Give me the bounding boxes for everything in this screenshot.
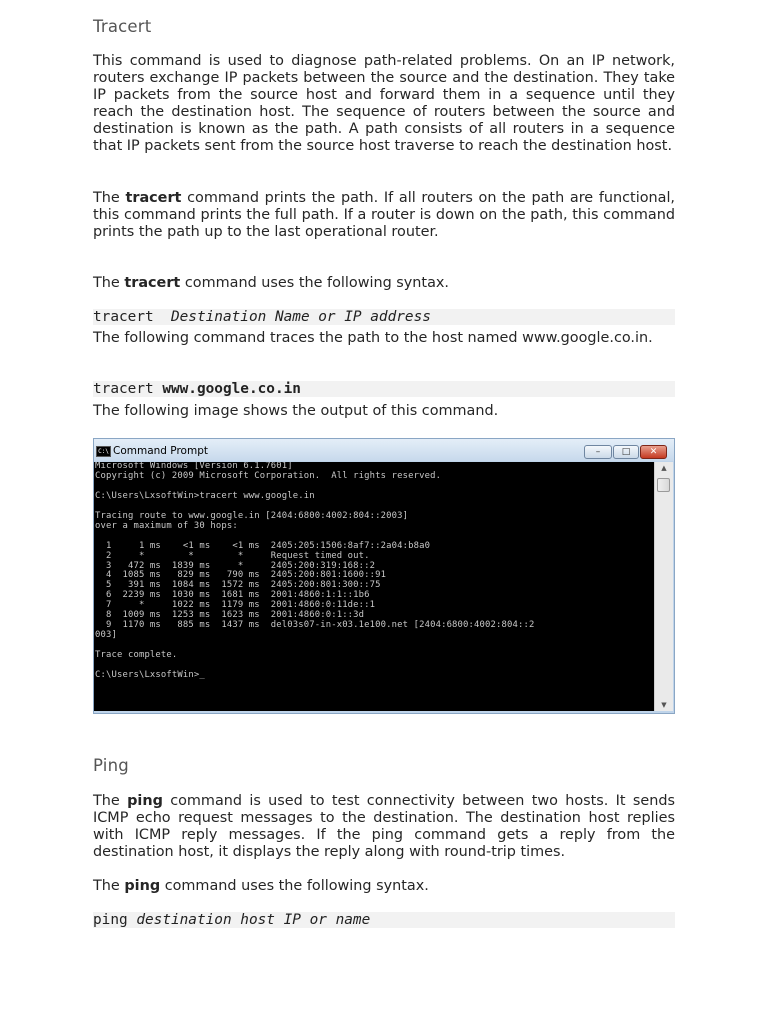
scroll-down-icon[interactable]: ▼	[661, 701, 667, 709]
ping-keyword: ping	[127, 793, 163, 809]
console-output[interactable]	[94, 462, 654, 711]
close-button[interactable]: ✕	[640, 445, 667, 459]
vertical-scrollbar[interactable]	[654, 462, 673, 711]
maximize-button[interactable]: □	[613, 445, 639, 459]
tracert-keyword: tracert	[125, 190, 182, 206]
ping-description-paragraph: The ping command is used to test connectivity between two hosts. It sends ICMP echo request messages to the destination. The destination host replies with ICMP reply messages. If the ping command gets a reply from the destination host, it displays the reply along with round-trip times.	[93, 793, 675, 860]
tracert-example-intro: The following command traces the path to the host named www.google.co.in.	[93, 330, 653, 346]
tracert-syntax-code: tracert Destination Name or IP address	[93, 309, 675, 325]
command-prompt-window	[93, 438, 675, 714]
scroll-up-icon[interactable]: ▲	[661, 464, 667, 472]
console-text: Microsoft Windows [Version 6.1.7601] Copyright (c) 2009 Microsoft Corporation. All rights reserved. C:\Users\LxsoftWin>tracert www.google.in Tracing route to www.google.in [2404:6800:4002:804::2003] over a maximum of 30 hops: 1 1 ms <1 ms <1 ms 2405:205:1506:8af7::2a04:b8a0 2 * * * Request timed out. 3 472 ms 1839 ms * 2405:200:319:168::2 4 1085 ms 829 ms 790 ms 2405:200:801:1600::91 5 391 ms 1084 ms 1572 ms 2405:200:801:300::75 6 2239 ms 1030 ms 1681 ms 2001:4860:1:1::1b6 7 * 1022 ms 1179 ms 2001:4860:0:11de::1 8 1009 ms 1253 ms 1623 ms 2001:4860:0:1::3d 9 1170 ms 885 ms 1437 ms del03s07-in-x03.1e100.net [2404:6800:4002:804::2 003] Trace complete. C:\Users\LxsoftWin>_	[95, 462, 535, 681]
ping-syntax-code: ping destination host IP or name	[93, 912, 675, 928]
syntax-argument: Destination Name or IP address	[170, 309, 431, 325]
tracert-description-paragraph: The tracert command prints the path. If all routers on the path are functional, this command prints the full path. If a router is down on the path, this command prints the path up to the last operational router.	[93, 190, 676, 240]
ping-keyword: ping	[124, 878, 161, 894]
cmd-icon: C:\	[96, 446, 111, 457]
ping-heading: Ping	[93, 756, 129, 775]
tracert-syntax-intro: The tracert command uses the following syntax.	[93, 275, 449, 291]
tracert-heading: Tracert	[93, 17, 152, 36]
tracert-keyword: tracert	[124, 275, 181, 291]
window-title: Command Prompt	[113, 445, 208, 457]
example-host: www.google.co.in	[162, 381, 301, 397]
ping-syntax-intro: The ping command uses the following syntax.	[93, 878, 429, 894]
tracert-output-intro: The following image shows the output of this command.	[93, 403, 499, 419]
syntax-argument: destination host IP or name	[136, 912, 371, 928]
scroll-thumb[interactable]	[657, 478, 670, 492]
minimize-button[interactable]: –	[584, 445, 612, 459]
tracert-intro-paragraph: This command is used to diagnose path-related problems. On an IP network, routers exchange IP packets between the source and the destination. They take IP packets from the source host and forward them in a sequence until they reach the destination host. The sequence of routers between the source and destination is known as the path. A path consists of all routers in a sequence that IP packets sent from the source host traverse to reach the destination host.	[93, 53, 675, 154]
tracert-example-code: tracert www.google.co.in	[93, 381, 675, 397]
window-title-bar[interactable]	[94, 439, 674, 461]
